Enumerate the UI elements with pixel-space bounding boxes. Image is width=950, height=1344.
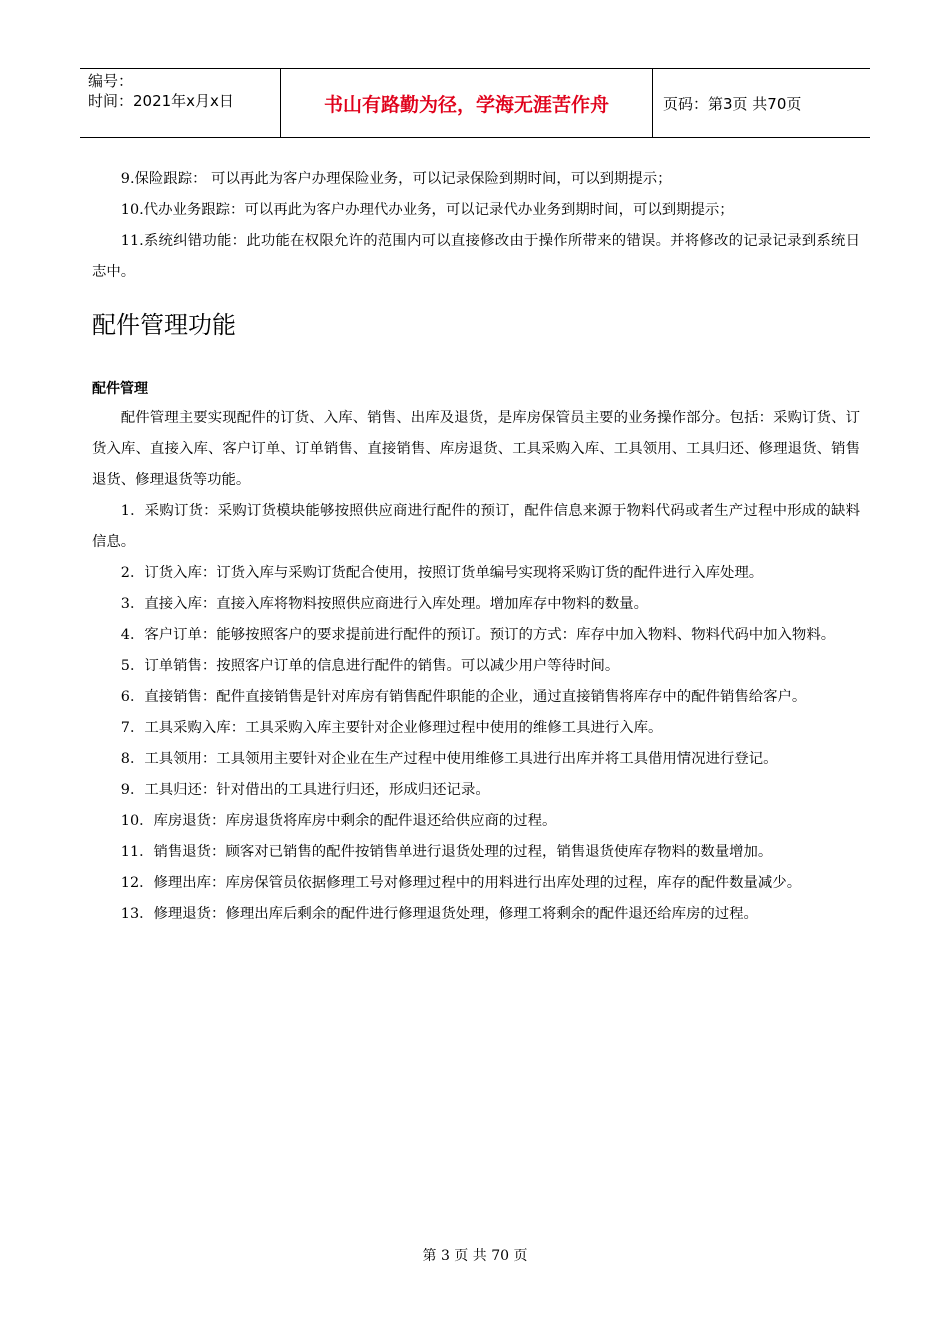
header-page-info: 页码：第3页 共70页 [663, 94, 802, 113]
summary-paragraph: 配件管理主要实现配件的订货、入库、销售、出库及退货，是库房保管员主要的业务操作部分。包括：采购订货、订货入库、直接入库、客户订单、订单销售、直接销售、库房退货、工具采购入库、工具领用、工具归还、修理退货、销售退货、修理退货等功能。 [92, 410, 860, 488]
list-item: 10．库房退货：库房退货将库房中剩余的配件退还给供应商的过程。 [120, 813, 557, 829]
list-item: 11．销售退货：顾客对已销售的配件按销售单进行退货处理的过程，销售退货使库存物料的数量增加。 [120, 844, 773, 860]
list-item: 12．修理出库：库房保管员依据修理工号对修理过程中的用料进行出库处理的过程，库存的配件数量减少。 [120, 875, 802, 891]
date-label: 时间：2021年x月x日 [88, 92, 234, 110]
list-item: 1．采购订货：采购订货模块能够按照供应商进行配件的预订，配件信息来源于物料代码或者生产过程中形成的缺料信息。 [92, 503, 860, 550]
list-item: 6．直接销售：配件直接销售是针对库房有销售配件职能的企业，通过直接销售将库存中的配件销售给客户。 [120, 689, 807, 705]
list-item: 3．直接入库：直接入库将物料按照供应商进行入库处理。增加库存中物料的数量。 [120, 596, 649, 612]
page-header [80, 68, 870, 138]
list-item: 8．工具领用：工具领用主要针对企业在生产过程中使用维修工具进行出库并将工具借用情况进行登记。 [120, 751, 778, 767]
list-item: 2．订货入库：订货入库与采购订货配合使用，按照订货单编号实现将采购订货的配件进行入库处理。 [120, 565, 764, 581]
list-item: 9．工具归还：针对借出的工具进行归还，形成归还记录。 [120, 782, 490, 798]
header-meta [80, 69, 281, 137]
list-item: 13．修理退货：修理出库后剩余的配件进行修理退货处理，修理工将剩余的配件退还给库房的过程。 [120, 906, 758, 922]
header-motto: 书山有路勤为径，学海无涯苦作舟 [281, 69, 653, 137]
list-item: 5．订单销售：按照客户订单的信息进行配件的销售。可以减少用户等待时间。 [120, 658, 620, 674]
list-item: 4．客户订单：能够按照客户的要求提前进行配件的预订。预订的方式：库存中加入物料、物料代码中加入物料。 [120, 627, 836, 643]
page-footer: 第 3 页 共 70 页 [422, 1248, 528, 1264]
intro-item: 11.系统纠错功能：此功能在权限允许的范围内可以直接修改由于操作所带来的错误。并将修改的记录记录到系统日志中。 [92, 233, 860, 280]
intro-item: 9.保险跟踪： 可以再此为客户办理保险业务，可以记录保险到期时间，可以到期提示； [120, 171, 672, 187]
list-item: 7．工具采购入库：工具采购入库主要针对企业修理过程中使用的维修工具进行入库。 [120, 720, 663, 736]
intro-item: 10.代办业务跟踪：可以再此为客户办理代办业务，可以记录代办业务到期时间，可以到期提示； [120, 202, 734, 218]
number-label: 编号： [88, 72, 134, 90]
section-title: 配件管理功能 [92, 311, 236, 339]
subsection-title: 配件管理 [92, 381, 148, 397]
document-body [92, 164, 860, 930]
